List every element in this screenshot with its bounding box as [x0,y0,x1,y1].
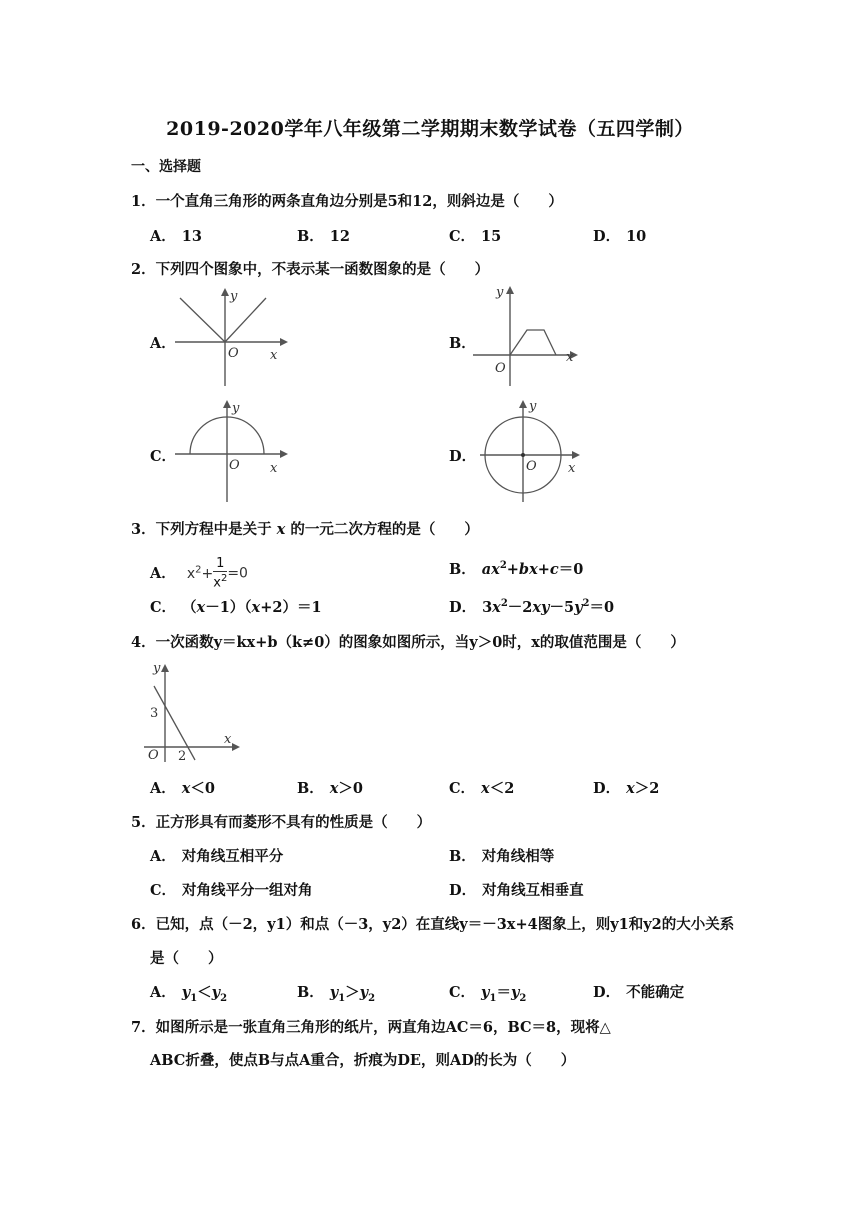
q6-option-a[interactable]: A． $y_1<y_2$ [150,984,228,1004]
question-6-stem-line2: 是（ ） [150,950,223,967]
svg-text:y: y [529,399,537,414]
q1-option-d[interactable]: D． 10 [593,228,647,245]
svg-text:O: O [495,361,506,376]
q4-option-c[interactable]: C． x＜2 [449,780,515,797]
q3-option-b[interactable]: B． $ax^2+bx+c=0$ [449,560,584,578]
section-heading: 一、选择题 [131,159,201,175]
q2-graph-b [470,282,582,388]
question-7-stem-line1: 7．如图所示是一张直角三角形的纸片，两直角边AC＝6，BC＝8，现将△ [131,1019,611,1036]
x-axis-label: x [224,732,232,747]
q4-option-b[interactable]: B． x＞0 [297,780,364,797]
q6-option-c[interactable]: C． $y_1=y_2$ [449,984,527,1004]
question-6-stem-line1: 6．已知，点（－2，y1）和点（－3，y2）在直线y＝－3x+4图象上，则y1和y2的大小关系 [131,916,735,933]
q2-option-d-label[interactable]: D． [449,448,477,465]
q6-option-b[interactable]: B． $y_1>y_2$ [297,984,376,1004]
svg-text:O: O [526,459,537,474]
origin-label: O [148,748,159,763]
svg-text:O: O [229,458,240,473]
svg-text:y: y [232,401,240,416]
q5-option-b[interactable]: B． 对角线相等 [449,848,555,865]
q4-linear-graph [144,656,244,764]
question-4-stem: 4．一次函数y＝kx+b（k≠0）的图象如图所示，当y＞0时，x的取值范围是（ ） [131,634,685,651]
x-intercept-label: 2 [178,749,187,764]
question-7-stem-line2: ABC折叠，使点B与点A重合，折痕为DE，则AD的长为（ ） [150,1052,576,1069]
page-title: 2019-2020学年八年级第二学期期末数学试卷（五四学制） [166,118,694,140]
q4-option-d[interactable]: D． x＞2 [593,780,660,797]
question-2-stem: 2．下列四个图象中，不表示某一函数图象的是（ ） [131,261,490,278]
q2-graph-a [172,286,292,390]
q2-option-a-label[interactable]: A． [150,335,176,352]
q5-option-d[interactable]: D． 对角线互相垂直 [449,882,584,899]
q1-option-a[interactable]: A． 13 [150,228,202,245]
y-intercept-label: 3 [150,706,159,721]
x-axis-label: x [270,348,278,363]
q5-option-c[interactable]: C． 对角线平分一组对角 [150,882,313,899]
q6-option-d[interactable]: D． 不能确定 [593,984,685,1001]
question-5-stem: 5．正方形具有而菱形不具有的性质是（ ） [131,814,432,831]
q3-option-a[interactable]: A． $x^2+$ $\frac{1}{x^2}$ =0 [150,556,248,591]
q2-option-b-label[interactable]: B． [449,335,476,352]
question-1-stem: 1．一个直角三角形的两条直角边分别是5和12，则斜边是（ ） [131,193,563,210]
q1-option-b[interactable]: B． 12 [297,228,350,245]
svg-text:x: x [566,350,574,365]
svg-text:x: x [270,461,278,476]
q3-option-c[interactable]: C． （x－1）（x+2）＝1 [150,599,322,616]
y-axis-label: y [153,661,161,676]
q4-option-a[interactable]: A． x＜0 [150,780,216,797]
q2-graph-d [480,396,584,504]
svg-text:x: x [568,461,576,476]
question-3-stem: 3．下列方程中是关于 x 的一元二次方程的是（ ） [131,521,479,538]
q2-graph-c [172,398,292,504]
svg-text:y: y [496,285,504,300]
q3-option-d[interactable]: D． $3x^2-2xy-5y^2=0$ [449,598,615,616]
origin-label: O [228,346,239,361]
q5-option-a[interactable]: A． 对角线互相平分 [150,848,284,865]
q1-option-c[interactable]: C． 15 [449,228,502,245]
q2-option-c-label[interactable]: C． [150,448,177,465]
y-axis-label: y [230,289,238,304]
